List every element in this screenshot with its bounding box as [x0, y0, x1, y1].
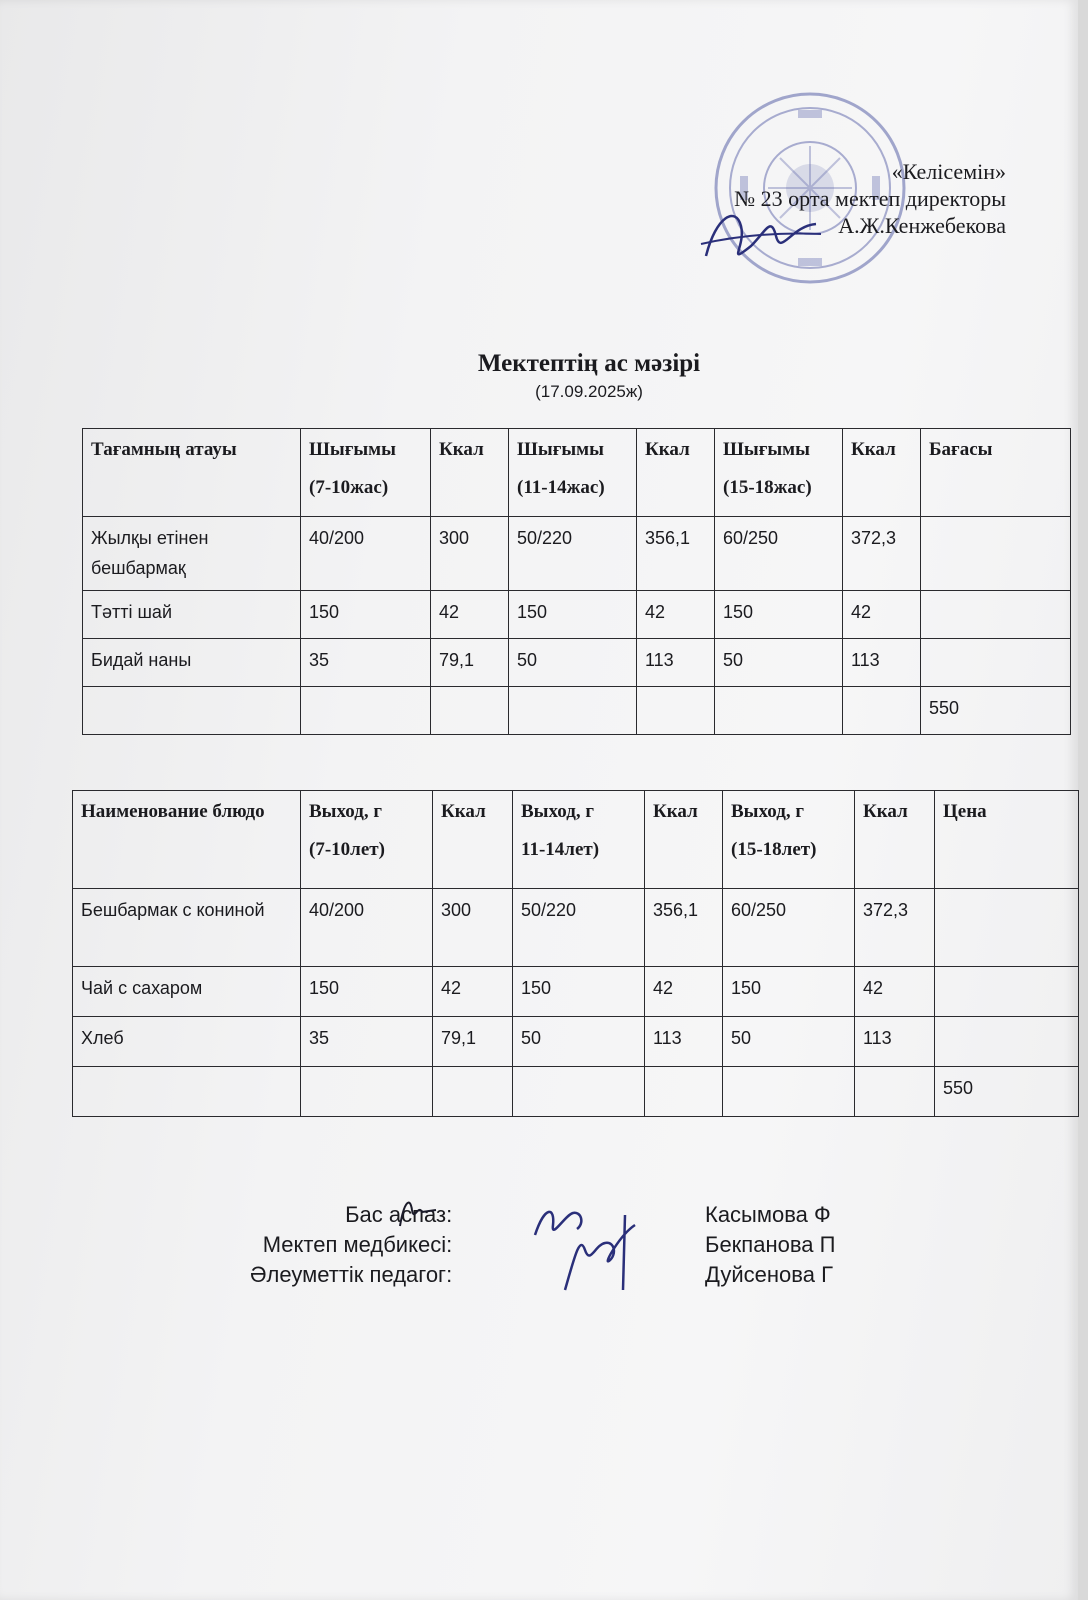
header-kcal: Ккал	[645, 791, 723, 889]
approval-director-name: А.Ж.Кенжебекова	[838, 213, 1006, 238]
cell-kcal	[843, 687, 921, 735]
cell-dish	[83, 687, 301, 735]
cell-kcal	[433, 1067, 513, 1117]
cell-output: 150	[723, 967, 855, 1017]
cell-kcal	[637, 687, 715, 735]
cell-price	[921, 517, 1071, 591]
cell-kcal: 79,1	[433, 1017, 513, 1067]
cell-output	[509, 687, 637, 735]
cell-kcal: 356,1	[645, 889, 723, 967]
cell-dish: Хлеб	[73, 1017, 301, 1067]
cell-output: 50	[723, 1017, 855, 1067]
table-row	[83, 639, 1071, 687]
menu-date: (17.09.2025ж)	[535, 382, 643, 401]
signature-icon	[696, 196, 826, 276]
name-school-nurse: Бекпанова П	[705, 1232, 836, 1257]
header-kcal: Ккал	[433, 791, 513, 889]
cell-price	[935, 889, 1079, 967]
signature-icon	[392, 1192, 442, 1232]
cell-dish: Тәтті шай	[83, 591, 301, 639]
cell-output: 40/200	[301, 517, 431, 591]
cell-output	[723, 1067, 855, 1117]
table-row	[83, 517, 1071, 591]
cell-output: 35	[301, 1017, 433, 1067]
cell-kcal: 79,1	[431, 639, 509, 687]
page-title: Мектептің ас мәзірі	[477, 350, 701, 377]
cell-kcal: 113	[637, 639, 715, 687]
cell-output: 40/200	[301, 889, 433, 967]
cell-kcal	[431, 687, 509, 735]
cell-kcal: 113	[855, 1017, 935, 1067]
cell-kcal	[645, 1067, 723, 1117]
table-row	[73, 1017, 1079, 1067]
cell-output: 35	[301, 639, 431, 687]
name-social-pedagogue: Дуйсенова Г	[705, 1262, 833, 1287]
table-row	[73, 967, 1079, 1017]
table-row	[83, 591, 1071, 639]
header-output-15-18: Выход, г (15-18лет)	[723, 791, 855, 889]
cell-output: 60/250	[723, 889, 855, 967]
cell-kcal: 300	[433, 889, 513, 967]
table-total-row	[83, 687, 1071, 735]
role-head-cook: Бас аспаз:	[345, 1202, 453, 1227]
cell-kcal: 372,3	[843, 517, 921, 591]
cell-output	[715, 687, 843, 735]
cell-dish: Бидай наны	[83, 639, 301, 687]
cell-kcal	[855, 1067, 935, 1117]
cell-output: 50/220	[509, 517, 637, 591]
table-row	[73, 889, 1079, 967]
header-output-11-14: Выход, г 11-14лет)	[513, 791, 645, 889]
cell-kcal: 42	[645, 967, 723, 1017]
cell-price	[921, 591, 1071, 639]
approval-heading: «Келісемін»	[891, 159, 1006, 184]
cell-output: 150	[509, 591, 637, 639]
cell-kcal: 42	[433, 967, 513, 1017]
role-school-nurse: Мектеп медбикесі:	[262, 1232, 453, 1257]
header-kcal: Ккал	[855, 791, 935, 889]
cell-dish: Бешбармак с кониной	[73, 889, 301, 967]
cell-output	[301, 687, 431, 735]
cell-dish: Жылқы етінен бешбармақ	[83, 517, 301, 591]
cell-kcal: 42	[431, 591, 509, 639]
header-output-7-10: Шығымы (7-10жас)	[301, 429, 431, 517]
cell-kcal: 42	[843, 591, 921, 639]
cell-kcal: 113	[843, 639, 921, 687]
cell-price	[935, 1017, 1079, 1067]
cell-output	[513, 1067, 645, 1117]
header-output-7-10: Выход, г (7-10лет)	[301, 791, 433, 889]
cell-output: 150	[715, 591, 843, 639]
menu-table-kazakh	[82, 428, 1071, 735]
cell-price	[935, 967, 1079, 1017]
signature-names	[705, 1200, 835, 1290]
cell-dish: Чай с сахаром	[73, 967, 301, 1017]
cell-kcal: 42	[637, 591, 715, 639]
cell-output: 50	[509, 639, 637, 687]
header-dish-name: Тағамның атауы	[83, 429, 301, 517]
header-output-11-14: Шығымы (11-14жас)	[509, 429, 637, 517]
cell-kcal: 300	[431, 517, 509, 591]
header-kcal: Ккал	[431, 429, 509, 517]
cell-kcal: 42	[855, 967, 935, 1017]
cell-output: 50	[715, 639, 843, 687]
approval-position: № 23 орта мектеп директоры	[734, 186, 1006, 211]
cell-output	[301, 1067, 433, 1117]
cell-output: 150	[301, 967, 433, 1017]
cell-total-price: 550	[935, 1067, 1079, 1117]
cell-price	[921, 639, 1071, 687]
table-header-row	[83, 429, 1071, 517]
table-header-row	[73, 791, 1079, 889]
cell-output: 50	[513, 1017, 645, 1067]
cell-total-price: 550	[921, 687, 1071, 735]
header-kcal: Ккал	[637, 429, 715, 517]
cell-output: 60/250	[715, 517, 843, 591]
header-price: Бағасы	[921, 429, 1071, 517]
role-social-pedagogue: Әлеуметтік педагог:	[250, 1262, 453, 1287]
cell-kcal: 356,1	[637, 517, 715, 591]
cell-output: 50/220	[513, 889, 645, 967]
header-dish-name: Наименование блюдо	[73, 791, 301, 889]
menu-table-russian	[72, 790, 1079, 1117]
name-head-cook: Касымова Ф	[705, 1202, 831, 1227]
cell-output: 150	[301, 591, 431, 639]
cell-output: 150	[513, 967, 645, 1017]
cell-dish	[73, 1067, 301, 1117]
cell-kcal: 113	[645, 1017, 723, 1067]
cell-kcal: 372,3	[855, 889, 935, 967]
signature-icon	[525, 1195, 655, 1305]
table-total-row	[73, 1067, 1079, 1117]
header-output-15-18: Шығымы (15-18жас)	[715, 429, 843, 517]
header-price: Цена	[935, 791, 1079, 889]
header-kcal: Ккал	[843, 429, 921, 517]
